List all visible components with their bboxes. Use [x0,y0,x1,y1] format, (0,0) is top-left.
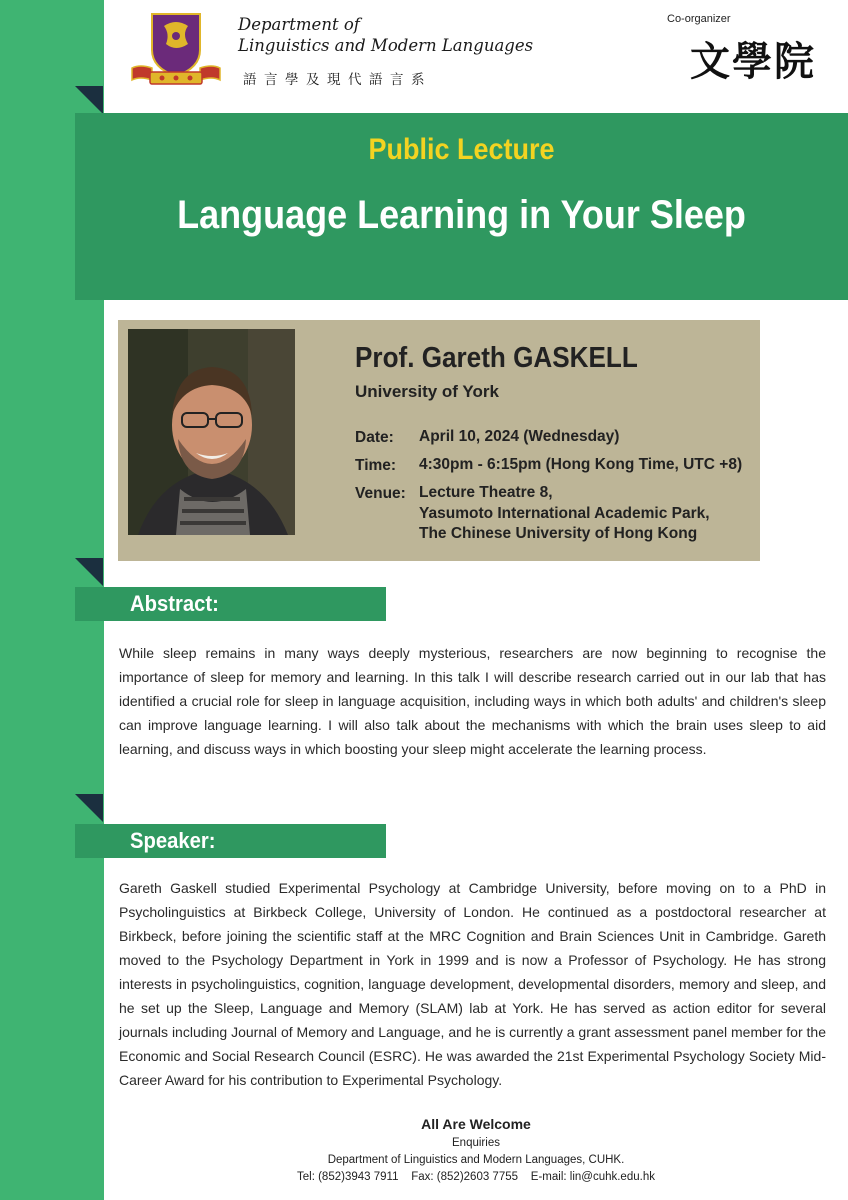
time-value: 4:30pm - 6:15pm (Hong Kong Time, UTC +8) [419,456,743,473]
corner-triangle-decoration [75,558,103,586]
date-label: Date: [355,429,394,446]
footer-department: Department of Linguistics and Modern Languages, CUHK. [327,1154,625,1166]
corner-triangle-decoration [75,794,103,822]
department-name-line1: Department of [238,15,360,34]
department-name-chinese: 語言學及現代語言系 [243,72,432,88]
venue-line: Yasumoto International Academic Park, [419,504,710,522]
speaker-heading-bar [75,824,386,858]
abstract-text: While sleep remains in many ways deeply mysterious, researchers are now beginning to recognise the importance of sleep for memory and learning. In this talk I will describe research carried out in our lab that has identified a crucial role for sleep in language acquisition, including ways in which both adults' and children's sleep can improve language learning. I will also talk about the mechanisms with which the brain uses sleep to aid learning, and discuss ways in which boosting your sleep might accelerate the learning process. [119,645,826,757]
all-welcome-text: All Are Welcome [421,1116,531,1132]
footer-contact-info: Tel: (852)3943 7911 Fax: (852)2603 7755 E-mail: lin@cuhk.edu.hk [297,1171,655,1183]
speaker-bio-text: Gareth Gaskell studied Experimental Psychology at Cambridge University, before moving on to a PhD in Psycholinguistics at Birkbeck College, University of London. He continued as a postdoctoral researcher at Birkbeck, before joining the scientific staff at the MRC Cognition and Brain Sciences Unit in Cambridge. Gareth moved to the Psychology Department in York in 1999 and is now a Professor of Psychology. He has strong interests in psycholinguistics, cognition, language development, developmental disorders, memory and sleep, and he set up the Sleep, Language and Memory (SLAM) lab at York. He has served as action editor for several journals including Journal of Memory and Language, and he is currently a grant assessment panel member for the Economic and Social Research Council (ESRC). He was awarded the 21st Experimental Psychology Society Mid-Career Award for his contribution to Experimental Psychology. [119,880,826,1088]
venue-label: Venue: [355,485,406,502]
venue-value [419,483,710,545]
speaker-affiliation: University of York [355,382,499,401]
abstract-heading: Abstract: [130,591,219,616]
venue-line: Lecture Theatre 8, [419,484,553,501]
speaker-heading: Speaker: [130,828,216,853]
speaker-name: Prof. Gareth GASKELL [355,342,638,374]
department-name-line2: Linguistics and Modern Languages [238,36,534,55]
faculty-of-arts-logo: 文學院 [690,38,816,85]
lecture-title: Language Learning in Your Sleep [177,193,746,237]
coorganizer-label: Co-organizer [667,13,731,25]
enquiries-label: Enquiries [452,1137,500,1149]
time-label: Time: [355,457,397,474]
speaker-info-card [118,320,760,561]
title-banner [75,113,848,300]
abstract-heading-bar [75,587,386,621]
venue-line: The Chinese University of Hong Kong [419,525,698,542]
speaker-photo [128,329,295,535]
department-name [238,14,533,56]
cuhk-crest-icon [130,12,222,86]
event-type-label: Public Lecture [368,133,555,166]
corner-triangle-decoration [75,86,103,114]
date-value: April 10, 2024 (Wednesday) [419,428,620,445]
